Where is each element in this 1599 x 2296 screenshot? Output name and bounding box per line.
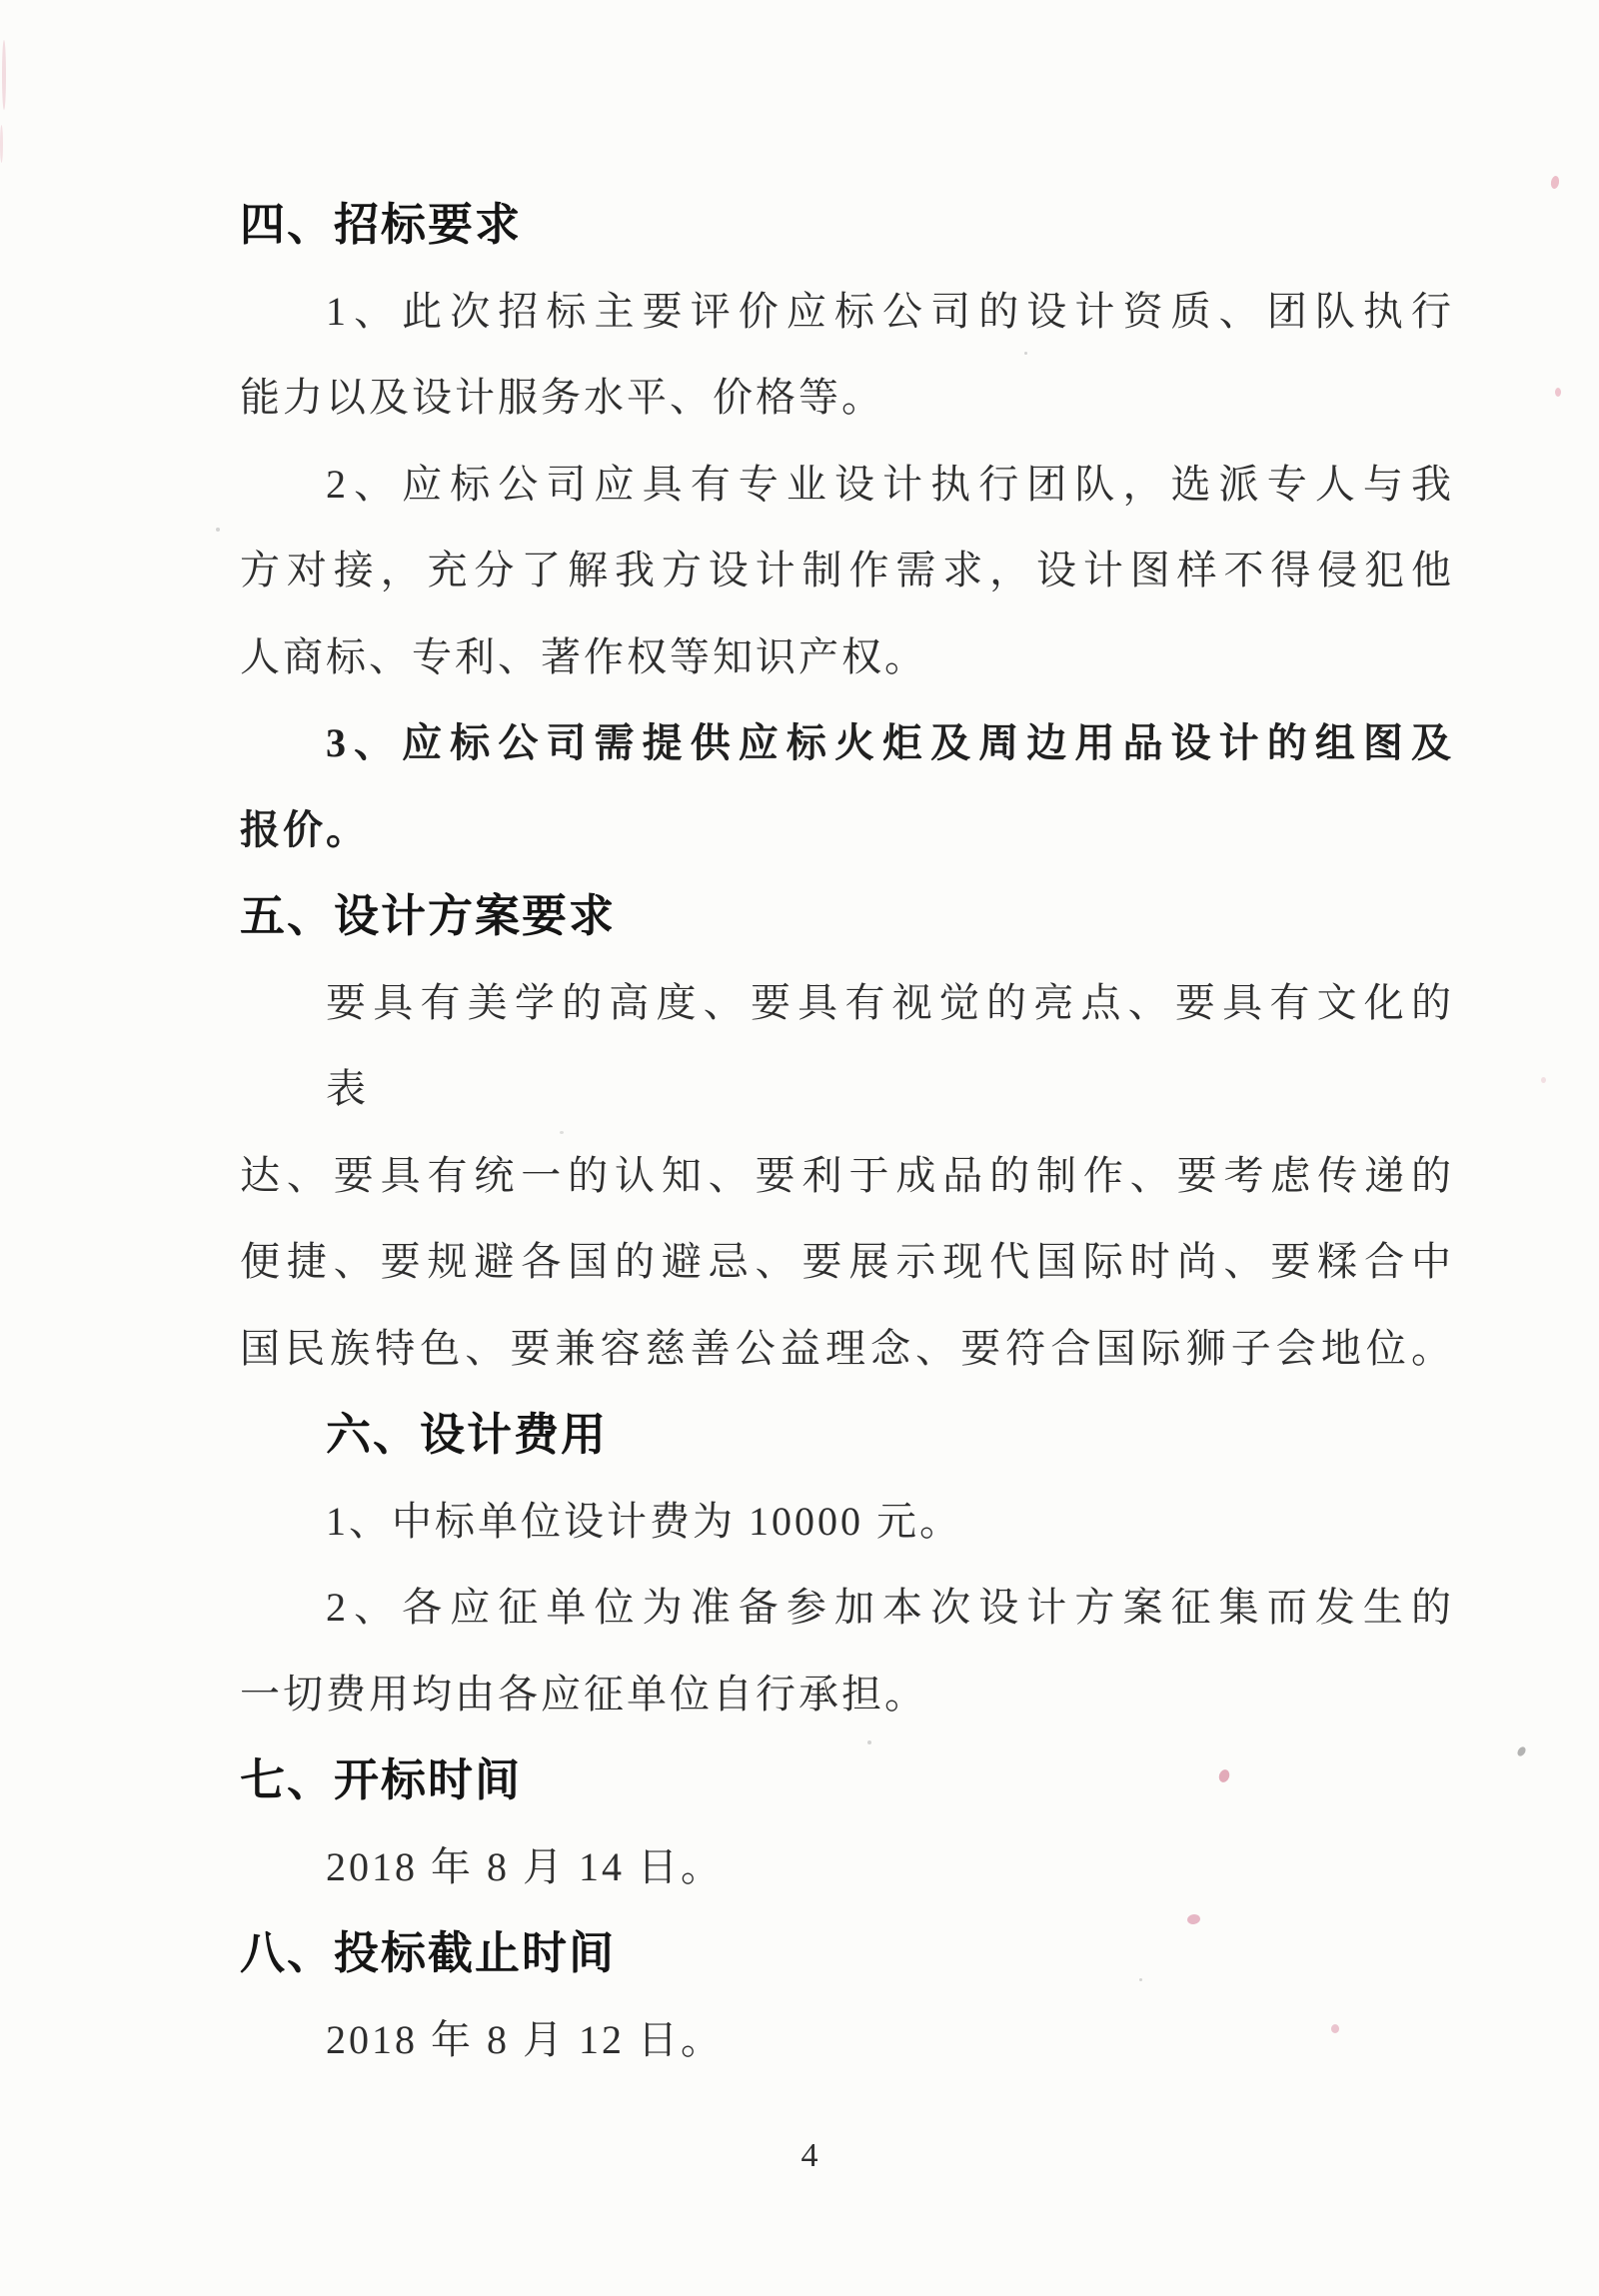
scan-speck <box>1541 1077 1546 1083</box>
s4-paragraph3-line2: 报价。 <box>240 806 369 852</box>
scan-speck <box>1024 352 1027 355</box>
s4-paragraph2-line3: 人商标、专利、著作权等知识产权。 <box>240 633 927 679</box>
s7-bid-opening-date: 2018 年 8 月 14 日。 <box>326 1843 724 1889</box>
scan-speck <box>1550 175 1560 189</box>
scan-speck <box>1516 1745 1527 1757</box>
document-body <box>240 182 1454 2083</box>
s8-bid-deadline-date: 2018 年 8 月 12 日。 <box>326 2016 724 2062</box>
heading-section-eight: 八、投标截止时间 <box>240 1927 617 1978</box>
s4-paragraph3-line1: 3、应标公司需提供应标火炬及周边用品设计的组图及 <box>326 720 1454 765</box>
s5-paragraph-line5: 国民族特色、要兼容慈善公益理念、要符合国际狮子会地位。 <box>240 1325 1454 1371</box>
heading-section-seven: 七、开标时间 <box>240 1754 523 1805</box>
scan-speck <box>2 40 6 110</box>
s5-paragraph-line4: 便捷、要规避各国的避忌、要展示现代国际时尚、要糅合中 <box>240 1239 1454 1284</box>
scan-speck <box>0 125 3 163</box>
scan-speck <box>216 528 220 532</box>
s5-paragraph-line2: 表 <box>326 1066 369 1111</box>
page-number: 4 <box>800 2137 818 2174</box>
s4-paragraph2-line2: 方对接，充分了解我方设计制作需求，设计图样不得侵犯他 <box>240 548 1454 592</box>
heading-section-five: 五、设计方案要求 <box>240 890 617 941</box>
scan-speck <box>1331 2024 1339 2033</box>
s4-paragraph2-line1: 2、应标公司应具有专业设计执行团队，选派专人与我 <box>326 461 1454 507</box>
scan-speck <box>1555 388 1561 397</box>
s4-paragraph1-line2: 能力以及设计服务水平、价格等。 <box>240 375 884 420</box>
scan-speck <box>1139 1978 1142 1981</box>
scan-speck <box>867 1740 871 1744</box>
s6-item2-line2: 一切费用均由各应征单位自行承担。 <box>240 1671 927 1717</box>
heading-section-six: 六、设计费用 <box>326 1409 609 1460</box>
heading-section-four: 四、招标要求 <box>240 199 523 250</box>
s6-item2-line1: 2、各应征单位为准备参加本次设计方案征集而发生的 <box>326 1585 1454 1630</box>
scan-speck <box>560 1131 564 1134</box>
s5-paragraph-line3: 达、要具有统一的认知、要利于成品的制作、要考虑传递的 <box>240 1152 1454 1198</box>
s5-paragraph-line1: 要具有美学的高度、要具有视觉的亮点、要具有文化的 <box>326 979 1454 1025</box>
s6-item1-line1: 1、中标单位设计费为 10000 元。 <box>326 1498 962 1544</box>
s4-paragraph1-line1: 1、此次招标主要评价应标公司的设计资质、团队执行 <box>326 288 1454 334</box>
